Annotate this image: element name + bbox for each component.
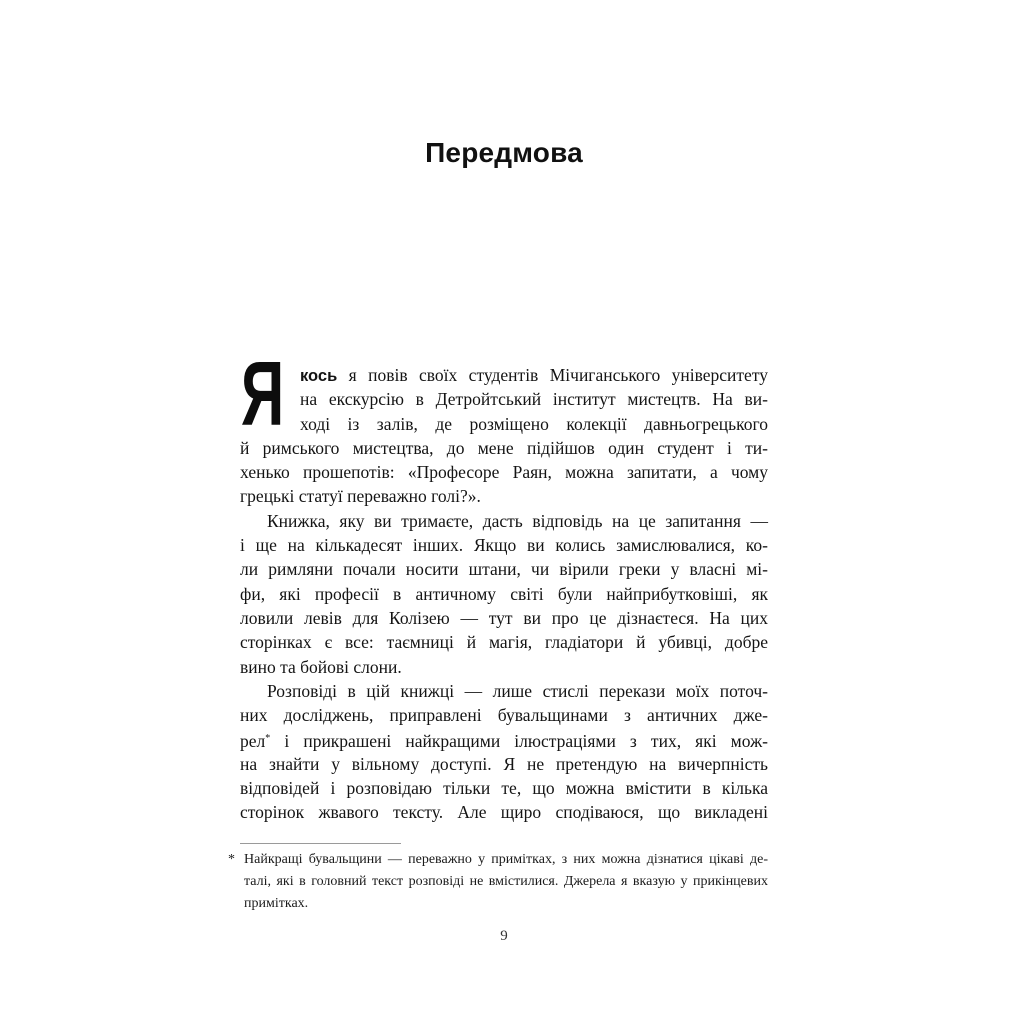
footnote-line: Найкращі бувальщини — переважно у примітках, з них можна дізнатися цікаві де- xyxy=(244,852,768,867)
body-line xyxy=(300,363,768,387)
chapter-title: Передмова xyxy=(425,137,583,168)
body-line: ловили левів для Колізею — тут ви про це дізнаєтеся. На цих xyxy=(240,607,768,628)
page-number: 9 xyxy=(500,928,508,944)
body-line-text: рел xyxy=(240,731,266,752)
body-line xyxy=(240,727,768,751)
body-line: хенько прошепотів: «Професоре Раян, можна запитати, а чому xyxy=(240,462,768,483)
body-line: грецькі статуї переважно голі?». xyxy=(240,486,481,507)
body-line-text: я повів своїх студентів Мічиганського університету xyxy=(337,365,768,385)
body-line: сторінках є все: таємниці й магія, гладіатори й убивці, добре xyxy=(240,632,768,653)
paragraph-2 xyxy=(240,509,768,679)
body-line: відповідей і розповідаю тільки те, що можна вмістити в кілька xyxy=(240,778,768,799)
footnote-rule xyxy=(240,843,401,844)
lead-word: кось xyxy=(300,367,338,385)
body-line: на екскурсію в Детройтський інститут мистецтв. На ви- xyxy=(300,389,768,410)
body-line: на знайти у вільному доступі. Я не претендую на вичерпність xyxy=(240,753,768,774)
paragraph-3 xyxy=(240,679,768,825)
body-line: сторінок жвавого тексту. Але щиро сподіваюся, що викладені xyxy=(240,802,768,823)
body-line: вино та бойові слони. xyxy=(240,656,402,677)
paragraph-1 xyxy=(240,344,768,509)
body-line: Розповіді в цій книжці — лише стислі перекази моїх поточ- xyxy=(267,680,768,701)
body-line: ході із залів, де розміщено колекції давньогрецького xyxy=(300,413,768,434)
body-text xyxy=(240,344,768,825)
footnote-line: примітках. xyxy=(244,896,309,911)
footnote-line: талі, які в головний текст розповіді не вмістилися. Джерела я вказую у прикінцевих xyxy=(244,874,768,889)
body-line: ли римляни почали носити штани, чи вірили греки у власні мі- xyxy=(240,559,768,580)
body-line: них досліджень, приправлені бувальщинами з античних дже- xyxy=(240,705,768,726)
body-line: фи, які професії в античному світі були найприбутковіші, як xyxy=(240,583,768,604)
body-line: й римського мистецтва, до мене підійшов один студент і ти- xyxy=(240,437,768,458)
footnote-reference-asterisk: * xyxy=(265,733,271,745)
body-line: і ще на кількадесят інших. Якщо ви колись замислювалися, ко- xyxy=(240,535,768,556)
footnote-marker-asterisk: * xyxy=(228,852,235,867)
drop-cap-letter: Я xyxy=(241,344,285,445)
body-line-text: і прикрашені найкращими ілюстраціями з тих, які мож- xyxy=(270,731,768,752)
footnote xyxy=(228,849,768,915)
body-line: Книжка, яку ви тримаєте, дасть відповідь на це запитання — xyxy=(267,510,768,531)
